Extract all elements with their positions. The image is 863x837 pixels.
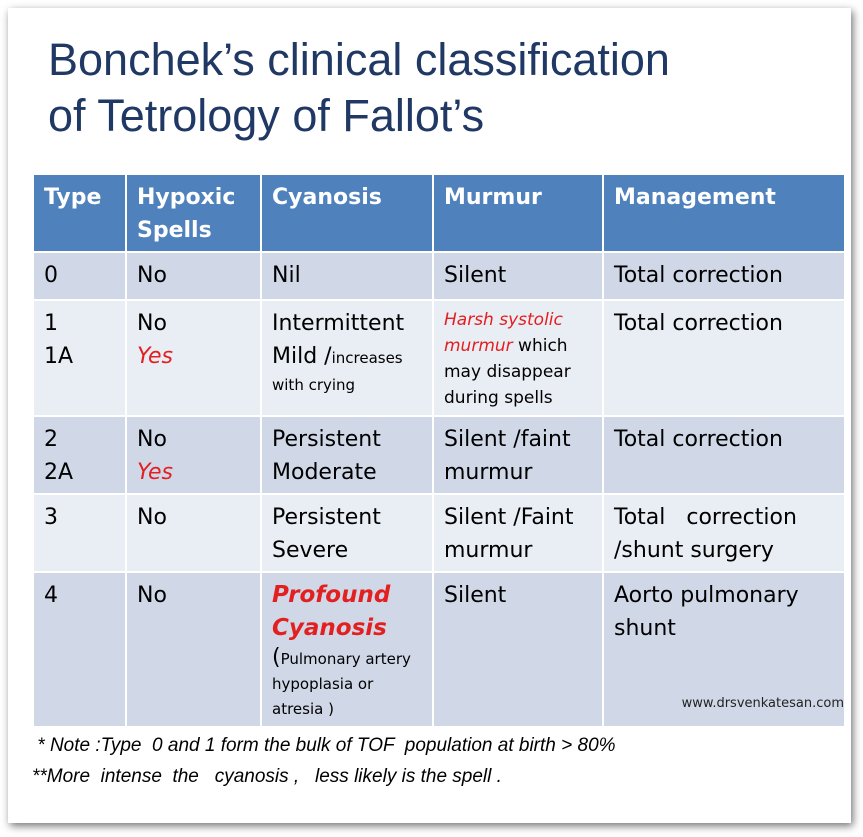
- spells-yes: Yes: [137, 344, 174, 369]
- cell-murmur: Silent /Faint murmur: [433, 494, 603, 572]
- cell-management: Total correction: [603, 416, 845, 494]
- header-cyanosis: Cyanosis: [261, 174, 433, 252]
- murmur-harsh-systolic: Harsh systolic: [444, 310, 563, 330]
- cell-type: 2 2A: [33, 416, 126, 494]
- cell-spells: No Yes: [126, 300, 261, 416]
- cell-cyanosis: Persistent Moderate: [261, 416, 433, 494]
- profound-cyanosis: Profound: [272, 582, 391, 608]
- table-row: [33, 416, 845, 494]
- title-line-1: Bonchek’s clinical classification: [48, 34, 670, 85]
- header-murmur: Murmur: [433, 174, 603, 252]
- cell-spells: No: [126, 572, 261, 727]
- cell-cyanosis: Nil: [261, 252, 433, 300]
- title-line-2: of Tetrology of Fallot’s: [48, 90, 485, 141]
- table-header-row: [33, 174, 845, 252]
- cell-type: 0: [33, 252, 126, 300]
- cell-murmur: Silent: [433, 572, 603, 727]
- cell-type: 1 1A: [33, 300, 126, 416]
- cell-murmur: Harsh systolic murmur which may disappear during spells: [433, 300, 603, 416]
- table-row: [33, 572, 845, 727]
- header-hypoxic-spells: Hypoxic Spells: [126, 174, 261, 252]
- footnote-2: **More intense the cyanosis , less likely is the spell .: [32, 766, 502, 787]
- table-row: [33, 252, 845, 300]
- cell-management: Total correction: [603, 252, 845, 300]
- cell-cyanosis: Persistent Severe: [261, 494, 433, 572]
- cell-spells: No: [126, 494, 261, 572]
- cell-management: Total correction: [603, 300, 845, 416]
- slide: [8, 8, 851, 823]
- header-management: Management: [603, 174, 845, 252]
- cell-spells: No: [126, 252, 261, 300]
- cell-management: Aorto pulmonary shunt www.drsvenkatesan.com: [603, 572, 845, 727]
- footnote-1: * Note :Type 0 and 1 form the bulk of TOF population at birth > 80%: [32, 735, 616, 756]
- cell-type: 3: [33, 494, 126, 572]
- watermark-url: www.drsvenkatesan.com: [681, 696, 844, 711]
- cell-management: Total correction /shunt surgery: [603, 494, 845, 572]
- cell-murmur: Silent: [433, 252, 603, 300]
- footnotes: [32, 730, 616, 792]
- cell-cyanosis: Intermittent Mild /increases with crying: [261, 300, 433, 416]
- classification-table: [32, 173, 846, 728]
- cell-murmur: Silent /faint murmur: [433, 416, 603, 494]
- slide-title: [48, 32, 838, 144]
- table-row: [33, 494, 845, 572]
- spells-yes: Yes: [137, 460, 174, 485]
- header-type: Type: [33, 174, 126, 252]
- cell-spells: No Yes: [126, 416, 261, 494]
- table-row: [33, 300, 845, 416]
- cell-cyanosis: Profound Cyanosis (Pulmonary artery hypoplasia or atresia ): [261, 572, 433, 727]
- cell-type: 4: [33, 572, 126, 727]
